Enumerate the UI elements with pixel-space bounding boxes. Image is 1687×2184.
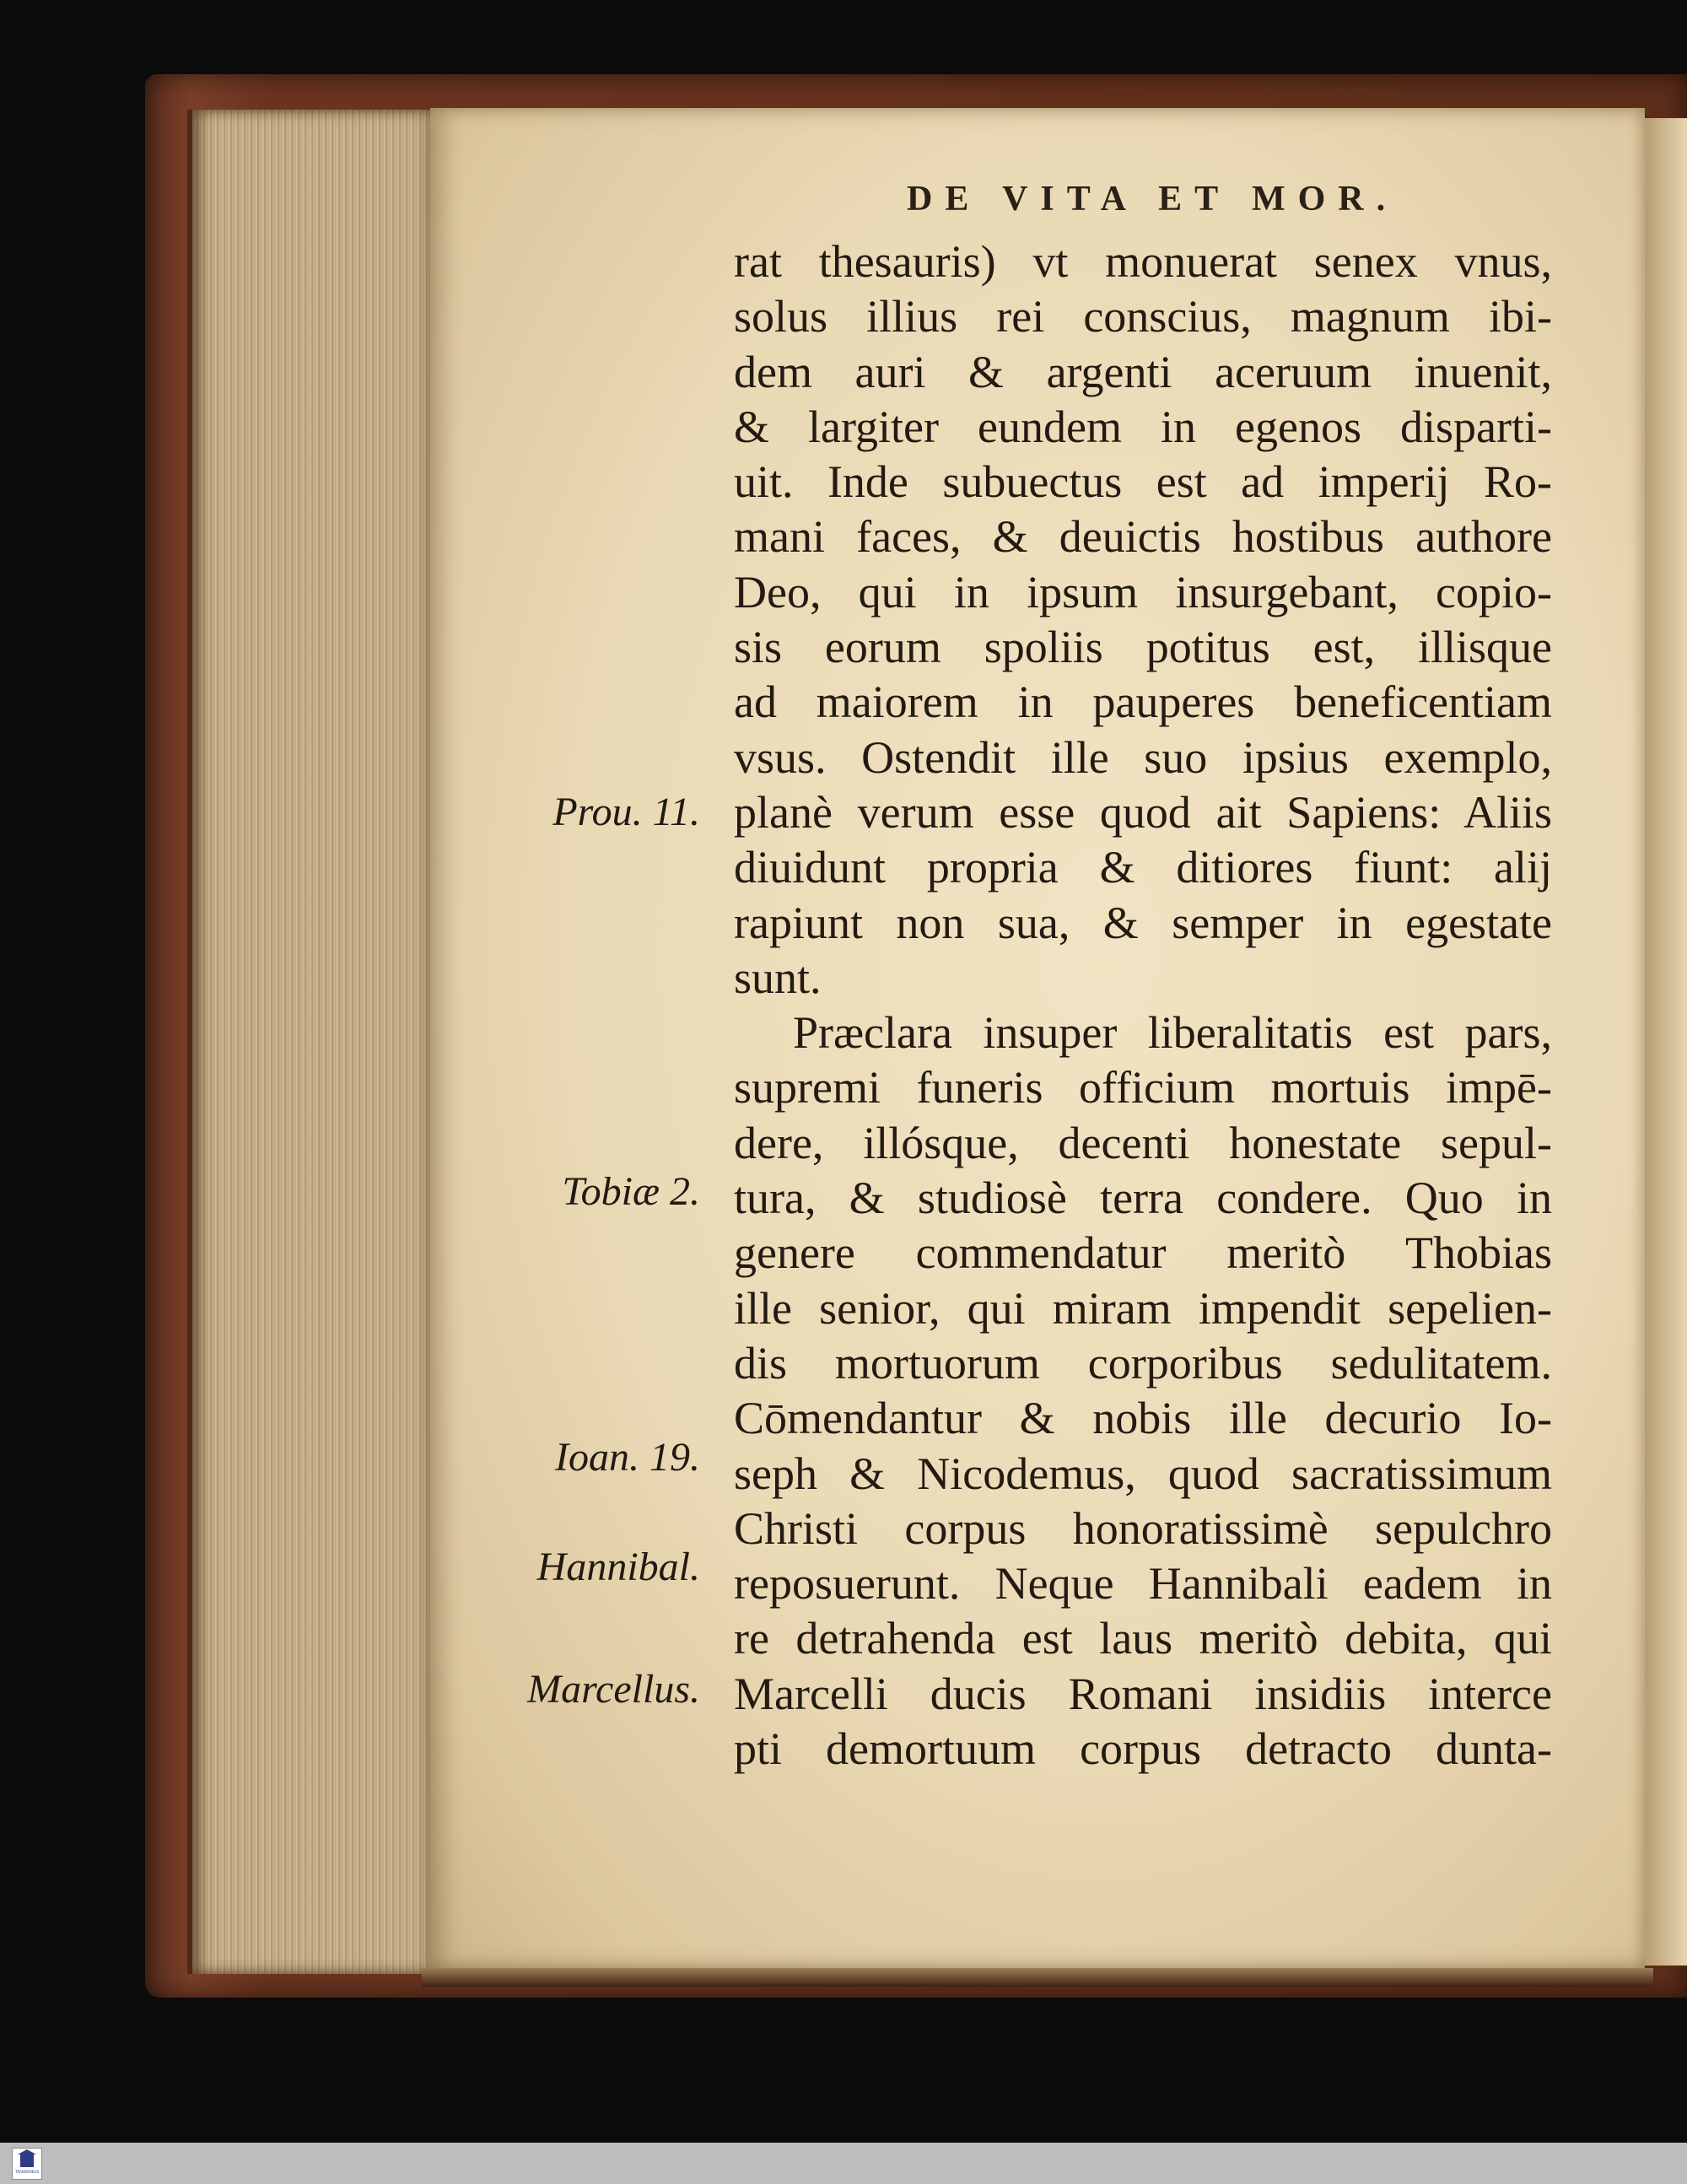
text-line: sunt.: [734, 952, 822, 1003]
text-line: Christi corpus honoratissimè sepulchro: [734, 1502, 1552, 1554]
text-line: reposuerunt. Neque Hannibali eadem in: [734, 1558, 1552, 1610]
text-line: supremi funeris officium mortuis impē-: [734, 1062, 1552, 1114]
text-line: vsus. Ostendit ille suo ipsius exemplo,: [734, 731, 1552, 783]
text-line: genere commendatur meritò Thobias: [734, 1227, 1552, 1279]
text-line: seph & Nicodemus, quod sacratissimum: [734, 1448, 1552, 1499]
text-line: & largiter eundem in egenos disparti-: [734, 401, 1552, 452]
text-line: rat thesauris) vt monuerat senex vnus,: [734, 236, 1552, 287]
text-line: Marcelli ducis Romani insidiis interce: [734, 1668, 1552, 1719]
text-line: Præclara insuper liberalitatis est pars,: [793, 1007, 1552, 1059]
library-logo-text: TRANSKRIBUS: [14, 2170, 40, 2174]
text-line: Deo, qui in ipsum insurgebant, copio-: [734, 566, 1552, 617]
page-bottom-edge: [422, 1968, 1653, 1987]
text-line: diuidunt propria & ditiores fiunt: alij: [734, 842, 1552, 893]
text-line: Cōmendantur & nobis ille decurio Io-: [734, 1393, 1552, 1444]
text-line: re detrahenda est laus meritò debita, qui: [734, 1613, 1552, 1664]
text-line: rapiunt non sua, & semper in egestate: [734, 897, 1552, 948]
margin-note: Tobiæ 2.: [562, 1169, 700, 1214]
text-line: solus illius rei conscius, magnum ibi-: [734, 291, 1552, 342]
text-line: dem auri & argenti aceruum inuenit,: [734, 346, 1552, 397]
margin-note: Marcellus.: [527, 1667, 700, 1712]
text-line: pti demortuum corpus detracto dunta-: [734, 1723, 1552, 1775]
text-line: mani faces, & deuictis hostibus authore: [734, 511, 1552, 563]
margin-note: Ioan. 19.: [555, 1435, 700, 1480]
body-text: [734, 235, 1552, 1777]
text-line: dere, illósque, decenti honestate sepul-: [734, 1117, 1552, 1168]
text-line: ad maiorem in pauperes beneficentiam: [734, 677, 1552, 728]
margin-note: Prou. 11.: [552, 790, 700, 834]
viewer-footer: [0, 2143, 1687, 2184]
text-line: sis eorum spoliis potitus est, illisque: [734, 622, 1552, 673]
page-edges: [187, 110, 437, 1974]
text-line: planè verum esse quod ait Sapiens: Aliis: [734, 786, 1552, 838]
text-line: ille senior, qui miram impendit sepelien-: [734, 1282, 1552, 1334]
facing-page-edge: [1645, 118, 1687, 1966]
library-logo-icon: [12, 2148, 42, 2180]
text-line: uit. Inde subuectus est ad imperij Ro-: [734, 456, 1552, 508]
margin-note: Hannibal.: [536, 1545, 700, 1589]
text-line: tura, & studiosè terra condere. Quo in: [734, 1173, 1552, 1224]
running-head: DE VITA ET MOR.: [907, 180, 1399, 218]
text-line: dis mortuorum corporibus sedulitatem.: [734, 1337, 1552, 1389]
